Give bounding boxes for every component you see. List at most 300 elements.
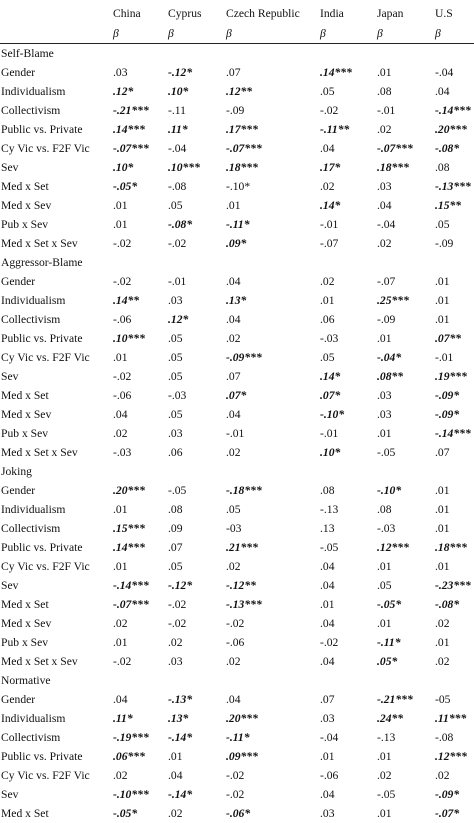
row-label: Gender (0, 272, 110, 291)
row-label: Sev (0, 367, 110, 386)
coefficient-cell: -.05 (374, 785, 432, 804)
coefficient-cell: .02 (432, 766, 474, 785)
header-row-countries (0, 0, 474, 24)
coefficient-cell: .15*** (110, 519, 165, 538)
coefficient-cell: -.12** (223, 576, 317, 595)
coefficient-cell: .02 (432, 614, 474, 633)
coefficient-cell: .04 (317, 139, 374, 158)
row-label: Collectivism (0, 728, 110, 747)
table-row (0, 804, 474, 823)
coefficient-cell: -.02 (110, 272, 165, 291)
coefficient-cell: -.08 (165, 177, 223, 196)
coefficient-cell: .06*** (110, 747, 165, 766)
coefficient-cell: .14* (317, 196, 374, 215)
coefficient-cell: -.18*** (223, 481, 317, 500)
header-corner (0, 0, 110, 24)
coefficient-cell: .03 (374, 177, 432, 196)
coefficient-cell: -.09* (432, 386, 474, 405)
coefficient-cell: -.14*** (432, 424, 474, 443)
coefficient-cell: -.13*** (223, 595, 317, 614)
coefficient-cell: -.02 (317, 101, 374, 120)
coefficient-cell: .08 (374, 500, 432, 519)
row-label: Individualism (0, 82, 110, 101)
table-row (0, 348, 474, 367)
coefficient-cell: .07* (317, 386, 374, 405)
coefficient-cell: .05 (374, 576, 432, 595)
coefficient-cell: .04 (432, 82, 474, 101)
coefficient-cell: .20*** (110, 481, 165, 500)
coefficient-cell: .09 (165, 519, 223, 538)
table-row (0, 158, 474, 177)
row-label: Public vs. Private (0, 747, 110, 766)
table-row (0, 576, 474, 595)
row-label: Sev (0, 158, 110, 177)
row-label: Med x Set (0, 804, 110, 823)
coefficient-cell: -.11** (317, 120, 374, 139)
coefficient-cell: .03 (374, 386, 432, 405)
coefficient-cell: .01 (110, 633, 165, 652)
coefficient-cell: .13* (165, 709, 223, 728)
beta-symbol: β (317, 24, 374, 44)
table-row (0, 329, 474, 348)
section-title: Joking (0, 462, 474, 481)
coefficient-cell: .01 (374, 557, 432, 576)
coefficient-cell: .03 (165, 291, 223, 310)
coefficient-cell: .18*** (374, 158, 432, 177)
coefficient-cell: -.13* (165, 690, 223, 709)
coefficient-cell: -.11* (223, 728, 317, 747)
table-row (0, 709, 474, 728)
coefficient-cell: .07 (165, 538, 223, 557)
coefficient-cell: -.02 (223, 785, 317, 804)
col-header-india: India (317, 0, 374, 24)
coefficient-cell: -.01 (317, 424, 374, 443)
coefficient-cell: .01 (110, 500, 165, 519)
row-label: Gender (0, 63, 110, 82)
coefficient-cell: .04 (223, 272, 317, 291)
beta-symbol: β (432, 24, 474, 44)
coefficient-cell: .02 (223, 652, 317, 671)
coefficient-cell: .02 (165, 633, 223, 652)
coefficient-cell: .05 (223, 500, 317, 519)
coefficient-cell: -.12* (165, 63, 223, 82)
coefficient-cell: -.01 (374, 101, 432, 120)
coefficient-cell: -.10* (374, 481, 432, 500)
row-label: Public vs. Private (0, 329, 110, 348)
coefficient-cell: -.06 (317, 766, 374, 785)
table-row (0, 291, 474, 310)
coefficient-cell: -.04 (317, 728, 374, 747)
coefficient-cell: .01 (317, 595, 374, 614)
coefficient-cell: .02 (110, 766, 165, 785)
table-row (0, 196, 474, 215)
coefficient-cell: -.10* (317, 405, 374, 424)
coefficient-cell: -.02 (223, 766, 317, 785)
coefficient-cell: -.14*** (110, 576, 165, 595)
coefficient-cell: .04 (317, 652, 374, 671)
coefficient-cell: .14** (110, 291, 165, 310)
beta-symbol: β (110, 24, 165, 44)
coefficient-cell: -.02 (317, 633, 374, 652)
coefficient-cell: -.19*** (110, 728, 165, 747)
coefficient-cell: -.09* (432, 405, 474, 424)
coefficient-cell: -.13 (317, 500, 374, 519)
row-label: Med x Set x Sev (0, 234, 110, 253)
coefficient-cell: .09*** (223, 747, 317, 766)
row-label: Med x Set (0, 595, 110, 614)
col-header-czech-republic: Czech Republic (223, 0, 317, 24)
row-label: Gender (0, 690, 110, 709)
coefficient-cell: .06 (317, 310, 374, 329)
coefficient-cell: -.13 (374, 728, 432, 747)
coefficient-cell: .07** (432, 329, 474, 348)
coefficient-cell: -.05 (374, 443, 432, 462)
coefficient-cell: -.02 (110, 234, 165, 253)
coefficient-cell: -.10* (223, 177, 317, 196)
coefficient-cell: -.12* (165, 576, 223, 595)
table-row (0, 272, 474, 291)
coefficient-cell: .24** (374, 709, 432, 728)
coefficient-cell: .03 (165, 424, 223, 443)
row-label: Individualism (0, 500, 110, 519)
table-row (0, 215, 474, 234)
table-row (0, 519, 474, 538)
table-row (0, 747, 474, 766)
coefficient-cell: .01 (110, 557, 165, 576)
coefficient-cell: .10*** (110, 329, 165, 348)
coefficient-cell: .12* (165, 310, 223, 329)
coefficient-cell: -.09 (223, 101, 317, 120)
coefficient-cell: -.06* (223, 804, 317, 823)
coefficient-cell: -.04 (374, 215, 432, 234)
coefficient-cell: .08 (374, 82, 432, 101)
beta-symbol: β (374, 24, 432, 44)
coefficient-cell: -.01 (165, 272, 223, 291)
coefficient-cell: .01 (432, 310, 474, 329)
row-label: Med x Set x Sev (0, 443, 110, 462)
table-row (0, 557, 474, 576)
col-header-us: U.S (432, 0, 474, 24)
table-row (0, 310, 474, 329)
coefficient-cell: .10*** (165, 158, 223, 177)
coefficient-cell: .08 (432, 158, 474, 177)
coefficient-cell: -.07*** (110, 595, 165, 614)
header-row-beta (0, 24, 474, 44)
coefficient-cell: -.04 (432, 63, 474, 82)
coefficient-cell: .20*** (432, 120, 474, 139)
table-row (0, 367, 474, 386)
coefficient-cell: .04 (317, 576, 374, 595)
coefficient-cell: .04 (317, 557, 374, 576)
table-body (0, 44, 474, 823)
coefficient-cell: .03 (165, 652, 223, 671)
coefficient-cell: -.11* (223, 215, 317, 234)
header-corner-beta (0, 24, 110, 44)
section-row (0, 253, 474, 272)
coefficient-cell: -.02 (223, 614, 317, 633)
coefficient-cell: .01 (432, 519, 474, 538)
row-label: Cy Vic vs. F2F Vic (0, 348, 110, 367)
coefficient-cell: .02 (374, 766, 432, 785)
coefficient-cell: .05* (374, 652, 432, 671)
coefficient-cell: .25*** (374, 291, 432, 310)
coefficient-cell: .02 (317, 177, 374, 196)
row-label: Cy Vic vs. F2F Vic (0, 139, 110, 158)
coefficient-cell: .05 (165, 329, 223, 348)
coefficient-cell: .01 (110, 196, 165, 215)
coefficient-cell: .04 (110, 690, 165, 709)
table-row (0, 443, 474, 462)
coefficient-cell: .01 (432, 481, 474, 500)
coefficient-cell: -.14* (165, 785, 223, 804)
coefficient-cell: .04 (374, 196, 432, 215)
coefficient-cell: .05 (165, 367, 223, 386)
table-row (0, 766, 474, 785)
coefficient-cell: .01 (432, 272, 474, 291)
coefficient-cell: -.08* (432, 139, 474, 158)
coefficient-cell: .05 (165, 196, 223, 215)
beta-symbol: β (223, 24, 317, 44)
coefficient-cell: .03 (317, 709, 374, 728)
coefficient-cell: .13 (317, 519, 374, 538)
coefficient-cell: -.01 (432, 348, 474, 367)
coefficient-cell: .01 (317, 747, 374, 766)
coefficient-cell: .02 (165, 804, 223, 823)
coefficient-cell: .19*** (432, 367, 474, 386)
coefficient-cell: .12*** (374, 538, 432, 557)
section-row (0, 671, 474, 690)
coefficient-cell: -.14* (165, 728, 223, 747)
coefficient-cell: .04 (223, 310, 317, 329)
table-row (0, 652, 474, 671)
row-label: Cy Vic vs. F2F Vic (0, 557, 110, 576)
coefficient-cell: -.09*** (223, 348, 317, 367)
row-label: Pub x Sev (0, 633, 110, 652)
coefficient-cell: .15** (432, 196, 474, 215)
coefficient-cell: .12** (223, 82, 317, 101)
coefficient-cell: .01 (374, 63, 432, 82)
coefficient-cell: .02 (317, 272, 374, 291)
row-label: Med x Sev (0, 614, 110, 633)
coefficient-cell: -.21*** (110, 101, 165, 120)
coefficient-cell: .02 (432, 652, 474, 671)
coefficient-cell: .08** (374, 367, 432, 386)
table-row (0, 101, 474, 120)
coefficient-cell: .04 (317, 614, 374, 633)
coefficient-cell: -.14*** (432, 101, 474, 120)
coefficient-cell: -.07*** (223, 139, 317, 158)
section-title: Normative (0, 671, 474, 690)
coefficient-cell: .14*** (110, 120, 165, 139)
row-label: Pub x Sev (0, 424, 110, 443)
coefficient-cell: .05 (317, 348, 374, 367)
row-label: Pub x Sev (0, 215, 110, 234)
col-header-japan: Japan (374, 0, 432, 24)
coefficient-cell: -.08* (165, 215, 223, 234)
coefficient-cell: .01 (374, 804, 432, 823)
coefficient-cell: .02 (374, 120, 432, 139)
table-row (0, 63, 474, 82)
coefficient-cell: .17*** (223, 120, 317, 139)
coefficient-cell: -.07 (374, 272, 432, 291)
table-row (0, 728, 474, 747)
coefficient-cell: -.13*** (432, 177, 474, 196)
coefficient-cell: .02 (374, 234, 432, 253)
coefficient-cell: .05 (165, 348, 223, 367)
coefficient-cell: .13* (223, 291, 317, 310)
row-label: Med x Set (0, 177, 110, 196)
table-row (0, 405, 474, 424)
coefficient-cell: .11* (165, 120, 223, 139)
coefficient-cell: -.03 (317, 329, 374, 348)
table-row (0, 785, 474, 804)
table-row (0, 120, 474, 139)
coefficient-cell: .07 (317, 690, 374, 709)
coefficient-cell: .07 (223, 367, 317, 386)
row-label: Collectivism (0, 101, 110, 120)
coefficient-cell: -.05* (110, 177, 165, 196)
table-row (0, 424, 474, 443)
row-label: Collectivism (0, 519, 110, 538)
coefficient-cell: .01 (432, 291, 474, 310)
coefficient-cell: .18*** (223, 158, 317, 177)
coefficient-cell: .12* (110, 82, 165, 101)
coefficient-cell: -.05 (165, 481, 223, 500)
coefficient-cell: -.09 (432, 234, 474, 253)
coefficient-cell: .02 (110, 424, 165, 443)
coefficient-cell: .02 (223, 329, 317, 348)
coefficient-cell: .08 (165, 500, 223, 519)
coefficient-cell: .05 (165, 405, 223, 424)
coefficient-cell: .01 (432, 500, 474, 519)
table-row (0, 538, 474, 557)
coefficient-cell: -.03 (110, 443, 165, 462)
coefficient-cell: .01 (317, 291, 374, 310)
coefficient-cell: .01 (110, 348, 165, 367)
row-label: Med x Set (0, 386, 110, 405)
section-row (0, 44, 474, 64)
coefficient-cell: .03 (317, 804, 374, 823)
coefficient-cell: .17* (317, 158, 374, 177)
row-label: Sev (0, 785, 110, 804)
table-row (0, 500, 474, 519)
coefficient-cell: -.08 (432, 728, 474, 747)
col-header-china: China (110, 0, 165, 24)
row-label: Collectivism (0, 310, 110, 329)
coefficient-cell: .11* (110, 709, 165, 728)
beta-symbol: β (165, 24, 223, 44)
coefficient-cell: -.02 (165, 234, 223, 253)
coefficient-cell: -.07 (317, 234, 374, 253)
coefficient-cell: .01 (110, 215, 165, 234)
coefficient-cell: -.04 (165, 139, 223, 158)
coefficient-cell: .05 (317, 82, 374, 101)
coefficient-cell: .21*** (223, 538, 317, 557)
coefficient-cell: -.07*** (374, 139, 432, 158)
coefficient-cell: -.06 (223, 633, 317, 652)
coefficient-cell: -.11 (165, 101, 223, 120)
coefficient-cell: -.10*** (110, 785, 165, 804)
coefficient-cell: .11*** (432, 709, 474, 728)
coefficient-cell: .14*** (317, 63, 374, 82)
table-row (0, 595, 474, 614)
coefficient-cell: -.09 (374, 310, 432, 329)
coefficient-cell: .04 (223, 405, 317, 424)
coefficient-cell: .10* (165, 82, 223, 101)
row-label: Gender (0, 481, 110, 500)
coefficient-cell: .10* (317, 443, 374, 462)
coefficient-cell: .09* (223, 234, 317, 253)
row-label: Individualism (0, 709, 110, 728)
coefficient-cell: -.07*** (110, 139, 165, 158)
coefficient-cell: .02 (110, 614, 165, 633)
row-label: Med x Sev (0, 405, 110, 424)
row-label: Med x Set x Sev (0, 652, 110, 671)
table-row (0, 614, 474, 633)
coefficient-cell: .04 (165, 766, 223, 785)
coefficient-cell: .03 (374, 405, 432, 424)
table-row (0, 481, 474, 500)
coefficient-cell: -.08* (432, 595, 474, 614)
coefficient-cell: .18*** (432, 538, 474, 557)
coefficient-cell: -.21*** (374, 690, 432, 709)
coefficient-cell: -.03 (374, 519, 432, 538)
coefficient-cell: .01 (374, 747, 432, 766)
row-label: Public vs. Private (0, 538, 110, 557)
section-row (0, 462, 474, 481)
coefficient-cell: .07* (223, 386, 317, 405)
coefficient-cell: .07 (432, 443, 474, 462)
coefficient-cell: .20*** (223, 709, 317, 728)
coefficient-cell: .04 (223, 690, 317, 709)
coefficient-cell: .03 (110, 63, 165, 82)
coefficient-cell: .02 (223, 557, 317, 576)
coefficient-cell: -.07* (432, 804, 474, 823)
coefficient-cell: .14*** (110, 538, 165, 557)
coefficient-cell: -.04* (374, 348, 432, 367)
table-row (0, 177, 474, 196)
coefficient-cell: .06 (165, 443, 223, 462)
row-label: Public vs. Private (0, 120, 110, 139)
coefficient-cell: -03 (223, 519, 317, 538)
table-row (0, 690, 474, 709)
coefficient-cell: -.02 (165, 614, 223, 633)
coefficient-cell: -.06 (110, 386, 165, 405)
coefficient-cell: -.05* (374, 595, 432, 614)
table-row (0, 633, 474, 652)
coefficient-cell: -.11* (374, 633, 432, 652)
section-title: Self-Blame (0, 44, 474, 64)
coefficient-cell: .01 (374, 424, 432, 443)
coefficient-cell: .04 (110, 405, 165, 424)
coefficient-cell: .12*** (432, 747, 474, 766)
coefficient-cell: -05 (432, 690, 474, 709)
coefficient-cell: .02 (223, 443, 317, 462)
coefficient-cell: .01 (432, 633, 474, 652)
coefficient-cell: .05 (432, 215, 474, 234)
coefficient-cell: .14* (317, 367, 374, 386)
coefficient-cell: .01 (223, 196, 317, 215)
coefficient-cell: -.01 (223, 424, 317, 443)
coefficient-cell: .07 (223, 63, 317, 82)
table-row (0, 139, 474, 158)
table-row (0, 234, 474, 253)
coefficient-cell: -.01 (317, 215, 374, 234)
section-title: Aggressor-Blame (0, 253, 474, 272)
coefficient-cell: -.09* (432, 785, 474, 804)
coefficient-cell: -.02 (110, 652, 165, 671)
row-label: Sev (0, 576, 110, 595)
